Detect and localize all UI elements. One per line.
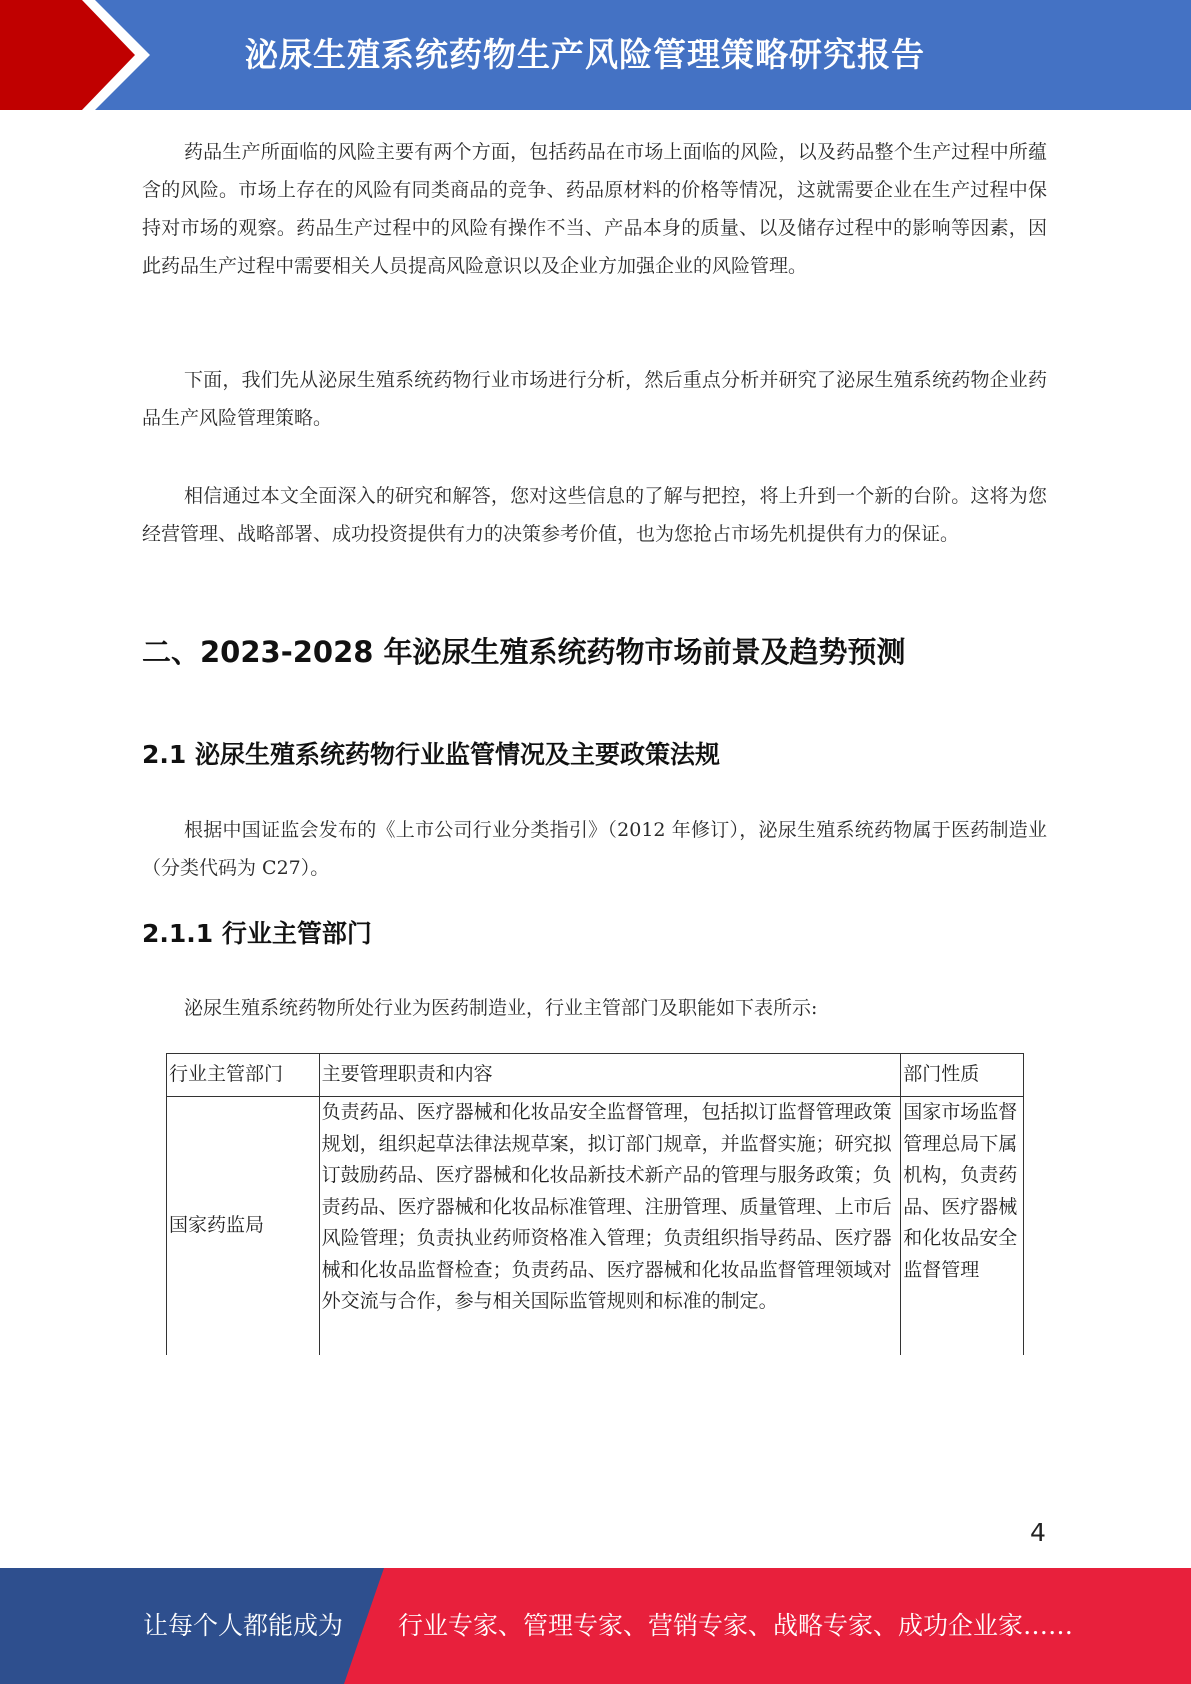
table-cell-duties: 负责药品、医疗器械和化妆品安全监督管理，包括拟订监督管理政策规划，组织起草法律法规草案，拟订部门规章，并监督实施；研究拟订鼓励药品、医疗器械和化妆品新技术新产品的管理与服务政策；负责药品、医疗器械和化妆品标准管理、注册管理、质量管理、上市后风险管理；负责执业药师资格准入管理；负责组织指导药品、医疗器械和化妆品监督检查；负责药品、医疗器械和化妆品监督管理领域对外交流与合作，参与相关国际监管规则和标准的制定。 xyxy=(319,1097,901,1356)
page-number: 4 xyxy=(1030,1518,1046,1547)
footer-slogan-left: 让每个人都能成为 xyxy=(143,1611,344,1640)
header-banner xyxy=(0,0,1191,110)
regulator-table xyxy=(166,1053,1024,1355)
classification-paragraph: 根据中国证监会发布的《上市公司行业分类指引》（2012 年修订），泌尿生殖系统药物属于医药制造业（分类代码为 C27）。 xyxy=(142,819,1047,879)
subsubsection-heading: 2.1.1 行业主管部门 xyxy=(142,919,372,948)
header-arrow-decoration xyxy=(0,0,150,110)
table-row xyxy=(167,1097,1024,1356)
table-header-cell: 部门性质 xyxy=(901,1054,1024,1097)
footer-banner xyxy=(0,1568,1191,1684)
footer-slogan-right: 行业专家、管理专家、营销专家、战略专家、成功企业家…… xyxy=(398,1611,1074,1640)
intro-paragraph-2: 下面，我们先从泌尿生殖系统药物行业市场进行分析，然后重点分析并研究了泌尿生殖系统药物企业药品生产风险管理策略。 xyxy=(142,369,1047,429)
table-header-cell: 主要管理职责和内容 xyxy=(319,1054,901,1097)
intro-paragraph-1: 药品生产所面临的风险主要有两个方面，包括药品在市场上面临的风险，以及药品整个生产过程中所蕴含的风险。市场上存在的风险有同类商品的竞争、药品原材料的价格等情况，这就需要企业在生产过程中保持对市场的观察。药品生产过程中的风险有操作不当、产品本身的质量、以及储存过程中的影响等因素，因此药品生产过程中需要相关人员提高风险意识以及企业方加强企业的风险管理。 xyxy=(142,141,1047,277)
table-cell-nature: 国家市场监督管理总局下属机构，负责药品、医疗器械和化妆品安全监督管理 xyxy=(901,1097,1024,1356)
table-header-row xyxy=(167,1054,1024,1097)
subsection-heading: 2.1 泌尿生殖系统药物行业监管情况及主要政策法规 xyxy=(142,740,720,769)
intro-paragraph-3: 相信通过本文全面深入的研究和解答，您对这些信息的了解与把控，将上升到一个新的台阶。这将为您经营管理、战略部署、成功投资提供有力的决策参考价值，也为您抢占市场先机提供有力的保证。 xyxy=(142,485,1047,545)
table-cell-department: 国家药监局 xyxy=(167,1097,320,1356)
table-intro-paragraph: 泌尿生殖系统药物所处行业为医药制造业，行业主管部门及职能如下表所示: xyxy=(184,997,818,1019)
report-title: 泌尿生殖系统药物生产风险管理策略研究报告 xyxy=(245,35,925,74)
table-header-cell: 行业主管部门 xyxy=(167,1054,320,1097)
section-heading: 二、2023-2028 年泌尿生殖系统药物市场前景及趋势预测 xyxy=(142,635,906,669)
